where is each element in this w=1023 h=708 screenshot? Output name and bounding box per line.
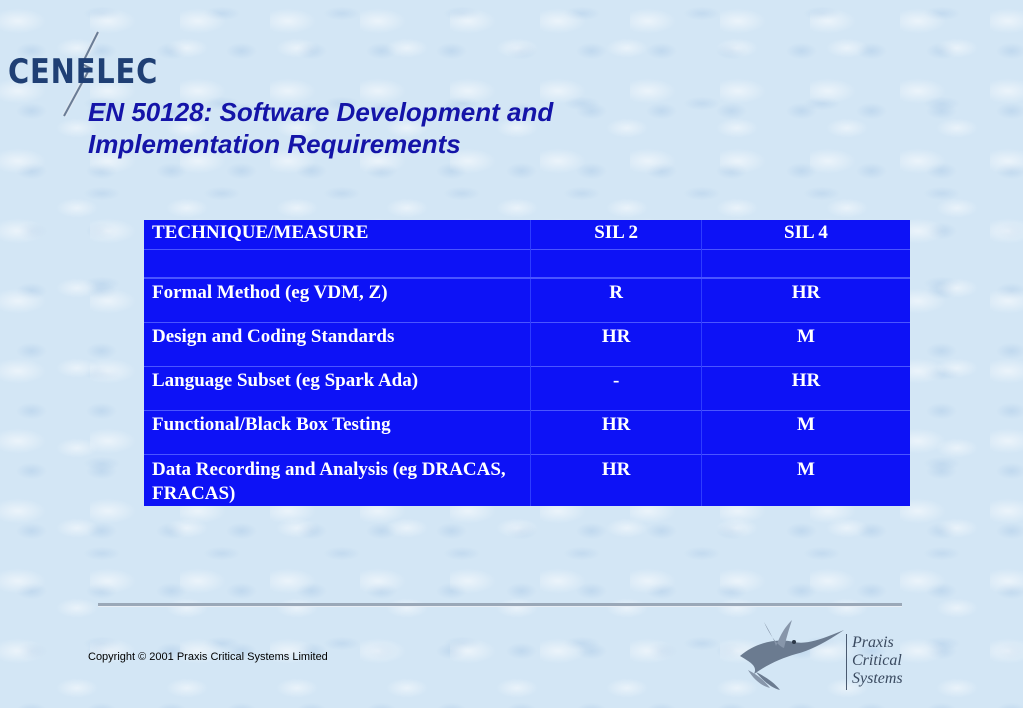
title-line-1: EN 50128: Software Development and bbox=[88, 97, 554, 127]
requirements-table bbox=[144, 220, 910, 506]
logo-text: CENELEC bbox=[8, 52, 159, 92]
sil2-cell: R bbox=[531, 278, 701, 308]
sil4-cell: M bbox=[701, 323, 910, 353]
spacer-row bbox=[144, 308, 910, 323]
table-row bbox=[144, 367, 910, 397]
table-row bbox=[144, 278, 910, 308]
spacer-row bbox=[144, 396, 910, 411]
table-row bbox=[144, 323, 910, 353]
copyright-text: Copyright © 2001 Praxis Critical Systems Limited bbox=[88, 651, 328, 663]
sil4-cell: HR bbox=[701, 367, 910, 397]
sil2-cell: - bbox=[531, 367, 701, 397]
sil4-cell: M bbox=[701, 411, 910, 441]
sil2-cell: HR bbox=[531, 323, 701, 353]
technique-cell: Language Subset (eg Spark Ada) bbox=[144, 367, 531, 397]
hummingbird-icon bbox=[734, 612, 846, 692]
footer-divider bbox=[98, 603, 902, 607]
spacer-row bbox=[144, 352, 910, 367]
praxis-word: Praxis bbox=[852, 634, 894, 651]
spacer-row bbox=[144, 440, 910, 455]
header-sil2: SIL 2 bbox=[531, 220, 701, 250]
technique-cell: Functional/Black Box Testing bbox=[144, 411, 531, 441]
table-row bbox=[144, 411, 910, 441]
praxis-divider bbox=[846, 634, 847, 690]
sil4-cell: HR bbox=[701, 278, 910, 308]
critical-word: Critical bbox=[852, 652, 902, 669]
systems-word: Systems bbox=[852, 670, 903, 687]
table-row bbox=[144, 455, 910, 507]
technique-cell: Data Recording and Analysis (eg DRACAS, FRACAS) bbox=[144, 455, 531, 507]
spacer-row bbox=[144, 250, 910, 279]
sil2-cell: HR bbox=[531, 455, 701, 507]
praxis-wordmark bbox=[852, 634, 903, 688]
table-header-row bbox=[144, 220, 910, 250]
page-title bbox=[88, 96, 553, 160]
title-line-2: Implementation Requirements bbox=[88, 129, 461, 159]
technique-cell: Formal Method (eg VDM, Z) bbox=[144, 278, 531, 308]
sil2-cell: HR bbox=[531, 411, 701, 441]
header-sil4: SIL 4 bbox=[784, 222, 828, 243]
technique-cell: Design and Coding Standards bbox=[144, 323, 531, 353]
header-technique: TECHNIQUE/MEASURE bbox=[144, 220, 531, 250]
praxis-logo bbox=[734, 612, 914, 692]
sil4-cell: M bbox=[701, 455, 910, 507]
